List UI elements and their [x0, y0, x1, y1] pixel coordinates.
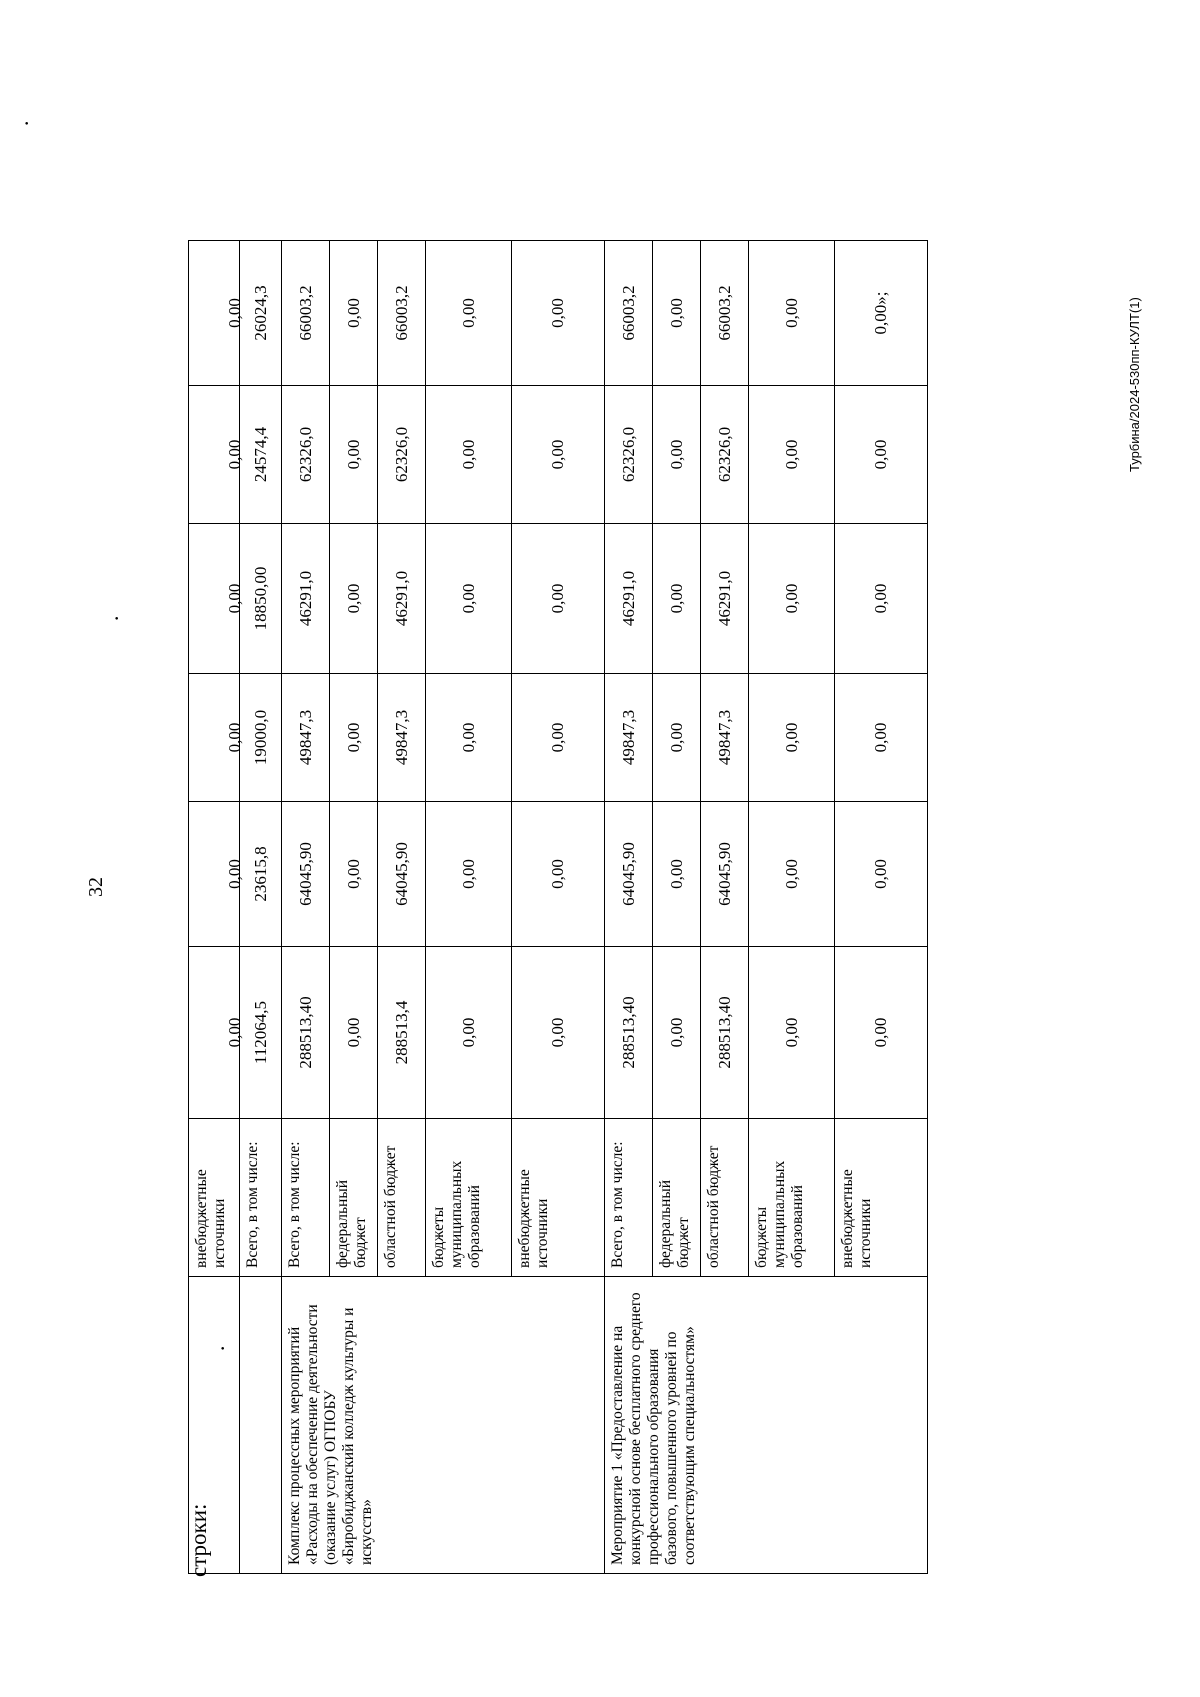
amount-cell: 0,00: [189, 524, 282, 674]
table-row: [282, 241, 330, 1574]
funding-source-cell: Всего, в том числе:: [282, 1119, 330, 1277]
funding-source-cell: областной бюджет: [378, 1119, 426, 1277]
section-label: строки:: [186, 1503, 211, 1577]
total-value-cell: 112064,5: [240, 947, 282, 1119]
amount-cell: 62326,0: [282, 386, 330, 524]
amount-cell: 0,00: [835, 674, 928, 802]
amount-cell: 64045,90: [701, 802, 749, 947]
amount-cell: 49847,3: [282, 674, 330, 802]
amount-cell: 0,00: [189, 241, 282, 386]
amount-cell: 49847,3: [701, 674, 749, 802]
total-value-cell: 24574,4: [240, 386, 282, 524]
item-name-cell: Комплекс процессных мероприятий «Расходы на обеспечение деятельности (оказание услуг) ОГПОБУ «Биробиджанский колледж культуры и искусств»: [282, 1277, 605, 1574]
amount-cell: 64045,90: [378, 802, 426, 947]
amount-cell: 46291,0: [282, 524, 330, 674]
amount-cell: 0,00: [426, 524, 512, 674]
amount-cell: 0,00: [835, 947, 928, 1119]
amount-cell: 0,00: [189, 386, 282, 524]
document-code: Турбина/2024-530пп-КУЛТ(1): [1127, 297, 1142, 472]
table-row: [605, 241, 653, 1574]
amount-cell: 49847,3: [605, 674, 653, 802]
scan-speck: ·: [210, 1344, 235, 1352]
amount-cell: 288513,40: [605, 947, 653, 1119]
total-table: [239, 240, 282, 1574]
funding-source-cell: внебюджетные источники: [512, 1119, 605, 1277]
total-value-cell: 23615,8: [240, 802, 282, 947]
amount-cell: 0,00: [330, 947, 378, 1119]
total-value-cell: 18850,00: [240, 524, 282, 674]
amount-cell: 0,00: [426, 947, 512, 1119]
amount-cell: 0,00: [512, 386, 605, 524]
funding-source-cell: внебюджетные источники: [189, 1119, 282, 1277]
amount-cell: 0,00: [749, 674, 835, 802]
scan-speck: ·: [14, 119, 39, 127]
amount-cell: 46291,0: [378, 524, 426, 674]
amount-cell: 64045,90: [282, 802, 330, 947]
amount-cell: 0,00: [189, 802, 282, 947]
amount-cell: 64045,90: [605, 802, 653, 947]
amount-cell: 0,00: [749, 241, 835, 386]
amount-cell: 0,00: [835, 524, 928, 674]
funding-source-cell: федеральный бюджет: [653, 1119, 701, 1277]
amount-cell: 0,00: [749, 524, 835, 674]
funding-source-cell: бюджеты муниципальных образований: [426, 1119, 512, 1277]
item-name-cell: Мероприятие 1 «Предоставление на конкурсной основе бесплатного среднего профессионального образования базового, повышенного уровней по соответствующим специальностям»: [605, 1277, 928, 1574]
amount-cell: 0,00: [330, 802, 378, 947]
amount-cell: 288513,40: [701, 947, 749, 1119]
funding-source-cell: Всего, в том числе:: [605, 1119, 653, 1277]
amount-cell: 0,00: [189, 947, 282, 1119]
amount-cell: 0,00: [330, 674, 378, 802]
amount-cell: 0,00: [426, 802, 512, 947]
funding-source-cell: внебюджетные источники: [835, 1119, 928, 1277]
amount-cell: 66003,2: [701, 241, 749, 386]
amount-cell: 0,00: [835, 802, 928, 947]
amount-cell: 0,00: [512, 524, 605, 674]
total-name-cell: [240, 1277, 282, 1574]
amount-cell: 0,00: [512, 947, 605, 1119]
amount-cell: 0,00: [749, 947, 835, 1119]
funding-source-cell: федеральный бюджет: [330, 1119, 378, 1277]
amount-cell: 46291,0: [605, 524, 653, 674]
amount-cell: 0,00: [512, 674, 605, 802]
amount-cell: 66003,2: [282, 241, 330, 386]
amount-cell: 288513,40: [282, 947, 330, 1119]
total-row: [240, 241, 282, 1574]
amount-cell: 62326,0: [701, 386, 749, 524]
funding-source-cell: бюджеты муниципальных образований: [749, 1119, 835, 1277]
amount-cell: 66003,2: [605, 241, 653, 386]
amount-cell: 0,00: [512, 802, 605, 947]
amount-cell: 0,00: [653, 674, 701, 802]
amount-cell: 62326,0: [605, 386, 653, 524]
total-value-cell: 19000,0: [240, 674, 282, 802]
budget-table: [188, 240, 928, 1574]
funding-source-cell: областной бюджет: [701, 1119, 749, 1277]
amount-cell: 0,00: [189, 674, 282, 802]
total-value-cell: 26024,3: [240, 241, 282, 386]
amount-cell: 0,00: [653, 802, 701, 947]
total-source-cell: Всего, в том числе:: [240, 1119, 282, 1277]
page-number: 32: [85, 877, 107, 897]
amount-cell: 288513,4: [378, 947, 426, 1119]
amount-cell: 0,00: [426, 674, 512, 802]
amount-cell: 46291,0: [701, 524, 749, 674]
amount-cell: 62326,0: [378, 386, 426, 524]
amount-cell: 0,00: [426, 386, 512, 524]
amount-cell: 0,00: [330, 241, 378, 386]
scan-speck: ·: [104, 614, 129, 622]
amount-cell: 0,00: [749, 802, 835, 947]
amount-cell: 49847,3: [378, 674, 426, 802]
amount-cell: 0,00: [653, 947, 701, 1119]
amount-cell: 0,00: [835, 386, 928, 524]
amount-cell: 0,00: [512, 241, 605, 386]
amount-cell: 66003,2: [378, 241, 426, 386]
amount-cell: 0,00: [426, 241, 512, 386]
amount-cell: 0,00: [653, 524, 701, 674]
amount-cell: 0,00: [330, 524, 378, 674]
amount-cell: 0,00: [653, 386, 701, 524]
amount-cell: 0,00: [330, 386, 378, 524]
amount-cell: 0,00: [749, 386, 835, 524]
amount-cell: 0,00: [653, 241, 701, 386]
amount-cell: 0,00»;: [835, 241, 928, 386]
